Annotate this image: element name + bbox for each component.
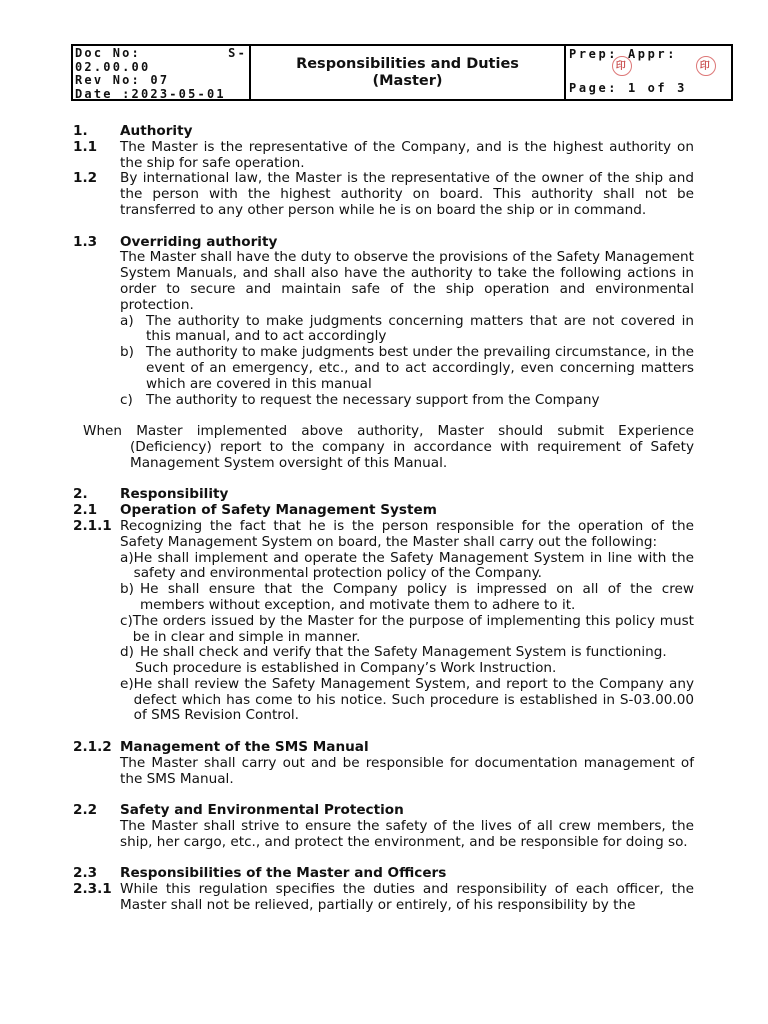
section-heading: Authority [120,123,193,139]
clause-text: While this regulation specifies the duties and responsibility of each officer, the Master shall not be relieved, partially or entirely, of his responsibility by the [120,881,694,914]
document-header [71,44,733,101]
clause-text: The Master shall strive to ensure the safety of the lives of all crew members, the ship, her cargo, etc., and protect the environment, and be responsible for doing so. [120,818,694,850]
list-item: e) He shall review the Safety Management System, and report to the Company any defect which has come to his notice. Such procedure is established in S-03.00.00 of SMS Revision Control. [120,675,694,724]
doc-number-prefix: S- [228,46,247,60]
clause-heading: Responsibilities of the Master and Officers [120,865,447,882]
clause-number: 2.3.1 [73,881,112,898]
section-number: 1. [73,123,88,139]
section-heading: Responsibility [120,486,229,503]
clause-number: 1.2 [73,170,98,187]
approved-seal-stamp: 印 [696,56,716,76]
clause-number: 2.1.2 [73,739,112,756]
prep-appr-label: Prep: Appr: [569,47,678,61]
document-date: Date :2023-05-01 [75,86,226,101]
list-item: b) The authority to make judgments best under the prevailing circumstance, in the event of an emergency, etc., and to act accordingly, even concerning matters which are covered in this manual [120,344,694,392]
clause-number: 2.1 [73,502,98,519]
list-item: b) He shall ensure that the Company policy is impressed on all of the crew members without exception, and motivate them to adhere to it. [120,581,694,613]
title-cell [251,46,566,99]
clause-text: The Master shall have the duty to observe the provisions of the Safety Management System Manuals, and shall also have the authority to take the following actions in order to secure and maintain safe of the ship operation and environmental protection. [120,249,694,313]
clause-text: The Master shall carry out and be responsible for documentation management of the SMS Manual. [120,754,694,787]
clause-heading: Safety and Environmental Protection [120,802,404,819]
page-number: Page: 1 of 3 [569,81,687,95]
note-paragraph: When Master implemented above authority, Master should submit Experience (Deficiency) report to the company in accordance with requirement of Safety Management System oversight of this Manual. [83,423,694,471]
prepared-seal-stamp: 印 [612,56,632,76]
list-item: a) The authority to make judgments concerning matters that are not covered in this manual, and to act accordingly [120,312,694,345]
clause-number: 2.2 [73,802,98,819]
clause-number: 1.1 [73,138,98,155]
doc-number: 02.00.00 [75,59,151,74]
clause-number: 2.3 [73,865,98,882]
clause-heading: Overriding authority [120,233,278,250]
doc-info-cell [73,46,251,99]
clause-heading: Operation of Safety Management System [120,502,437,519]
clause-number: 2.1.1 [73,517,112,534]
list-item: c) The orders issued by the Master for the purpose of implementing this policy must be in clear and simple in manner. [120,612,694,645]
clause-heading: Management of the SMS Manual [120,739,369,756]
list-item: d) He shall check and verify that the Safety Management System is functioning. [120,644,667,661]
revision-number: Rev No: 07 [75,73,170,87]
clause-number: 1.3 [73,233,98,250]
doc-number-label: Doc No: [75,46,141,60]
approval-cell [566,46,731,99]
document-title: Responsibilities and Duties [296,55,519,72]
document-body [73,124,694,914]
list-item: c) The authority to request the necessary support from the Company [120,391,600,408]
clause-text: Recognizing the fact that he is the person responsible for the operation of the Safety Management System on board, the Master shall carry out the following: [120,517,694,550]
document-subtitle: (Master) [372,72,443,89]
list-item: a) He shall implement and operate the Safety Management System in line with the safety and environmental protection policy of the Company. [120,549,694,582]
list-item-continuation: Such procedure is established in Company’s Work Instruction. [135,660,557,677]
clause-text: The Master is the representative of the Company, and is the highest authority on the ship for safe operation. [120,138,694,171]
clause-text: By international law, the Master is the representative of the owner of the ship and the person with the highest authority on board. This authority shall not be transferred to any other person while he is on board the ship or in command. [120,170,694,218]
section-number: 2. [73,486,88,503]
